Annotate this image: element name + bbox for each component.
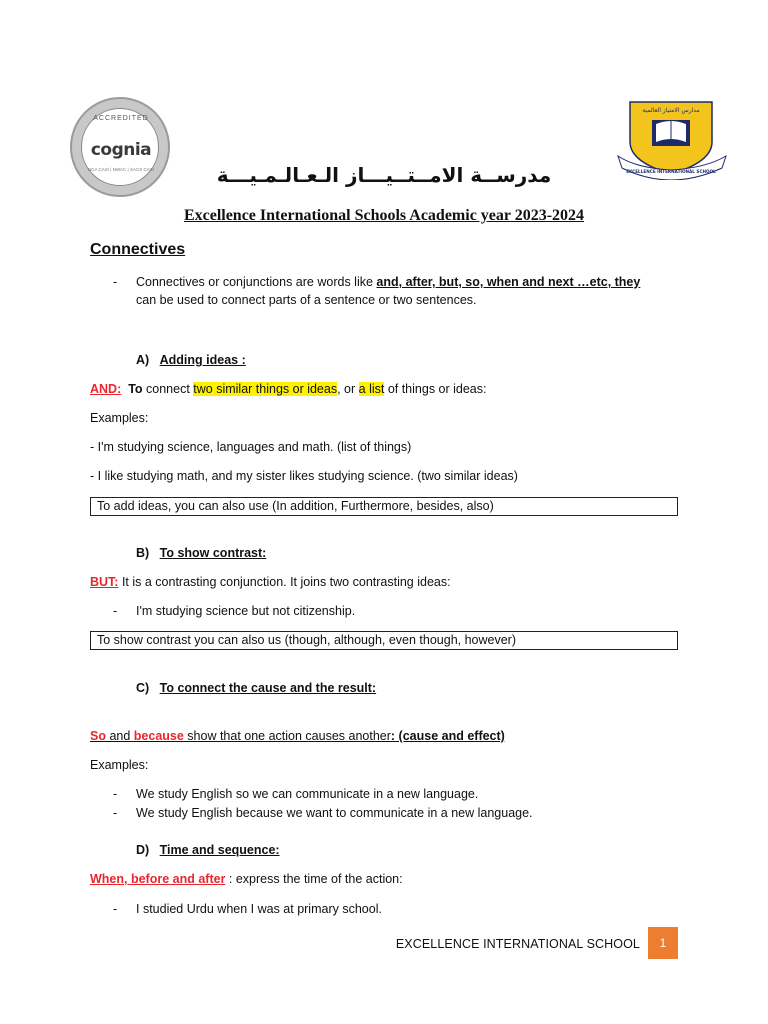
so-keyword: So — [90, 729, 106, 743]
intro-text-2a: can be used — [136, 293, 205, 307]
section-b-label: B) — [136, 546, 150, 560]
section-c-example-1: We study English so we can communicate in a new language. — [136, 787, 479, 801]
and-keyword: AND: — [90, 382, 122, 396]
section-b-note-box: To show contrast you can also us (though, although, even though, however) — [90, 631, 678, 650]
so-text-2: show that one action causes another — [183, 729, 391, 743]
intro-line-1 — [136, 275, 640, 289]
section-c-label: C) — [136, 681, 150, 695]
intro-text-2b: to connect parts of a sentence or two sentences. — [204, 293, 477, 307]
section-a-example-2: - I like studying math, and my sister likes studying science. (two similar ideas) — [90, 469, 518, 483]
intro-text: Connectives or conjunctions are words like — [136, 275, 377, 289]
section-d-title: Time and sequence: — [159, 843, 280, 857]
because-keyword: because — [133, 729, 184, 743]
and-text-2: , or — [337, 382, 359, 396]
so-text-1: and — [105, 729, 134, 743]
intro-dash: - — [113, 275, 118, 289]
and-text-3: of things or ideas: — [384, 382, 487, 396]
section-d-rule — [90, 872, 403, 886]
but-keyword: BUT: — [90, 575, 119, 589]
school-logo-ribbon: EXCELLENCE INTERNATIONAL SCHOOL — [626, 169, 716, 174]
section-heading-connectives: Connectives — [90, 241, 186, 258]
section-a-example-1: - I'm studying science, languages and math. (list of things) — [90, 440, 412, 454]
when-keyword: When, before and after — [90, 872, 226, 886]
section-d-example-1: I studied Urdu when I was at primary school. — [136, 902, 382, 916]
section-b-heading — [136, 546, 266, 560]
section-b-rule — [90, 575, 451, 589]
section-c-title: To connect the cause and the result: — [159, 681, 377, 695]
section-a-examples-label: Examples: — [90, 411, 149, 425]
and-text-1: connect — [142, 382, 194, 396]
section-a-label: A) — [136, 353, 150, 367]
highlight-a-list: a list — [358, 382, 385, 396]
section-c-dash-2: - — [113, 806, 118, 820]
section-a-heading — [136, 353, 246, 367]
section-c-example-2: We study English because we want to communicate in a new language. — [136, 806, 533, 820]
document-title: Excellence International Schools Academic year 2023-2024 — [183, 207, 585, 224]
section-d-heading — [136, 843, 280, 857]
cognia-wordmark: cognia — [90, 140, 152, 160]
cognia-top-text: ACCREDITED — [93, 115, 149, 122]
arabic-school-title: مدرســة الامــتــيـــاز الـعـالـمـيـــة — [216, 163, 552, 187]
highlight-similar-things: two similar things or ideas — [193, 382, 338, 396]
cause-and-effect: : (cause and effect) — [390, 729, 505, 743]
when-text: : express the time of the action: — [225, 872, 403, 886]
but-text: It is a contrasting conjunction. It joins two contrasting ideas: — [118, 575, 451, 589]
section-c-examples-label: Examples: — [90, 758, 149, 772]
intro-line-2 — [136, 293, 477, 307]
school-logo-arabic: مدارس الامتياز العالمية — [642, 107, 700, 114]
section-c-dash-1: - — [113, 787, 118, 801]
section-c-rule — [90, 729, 505, 743]
section-d-dash: - — [113, 902, 118, 916]
section-a-title: Adding ideas : — [159, 353, 246, 367]
section-b-dash: - — [113, 604, 118, 618]
section-d-label: D) — [136, 843, 150, 857]
footer-school-name: EXCELLENCE INTERNATIONAL SCHOOL — [395, 937, 640, 951]
page-number-badge: 1 — [648, 927, 678, 959]
and-to: To — [128, 382, 143, 396]
section-b-example-1: I'm studying science but not citizenship. — [136, 604, 356, 618]
section-b-title: To show contrast: — [159, 546, 267, 560]
section-a-rule — [90, 382, 487, 396]
intro-keywords: and, after, but, so, when and next …etc, they — [376, 275, 641, 289]
section-a-note-box: To add ideas, you can also use (In addition, Furthermore, besides, also) — [90, 497, 678, 516]
section-c-heading — [136, 681, 376, 695]
cognia-bottom-text: NCA CASI | NWAC | SACS CASI — [88, 167, 154, 172]
